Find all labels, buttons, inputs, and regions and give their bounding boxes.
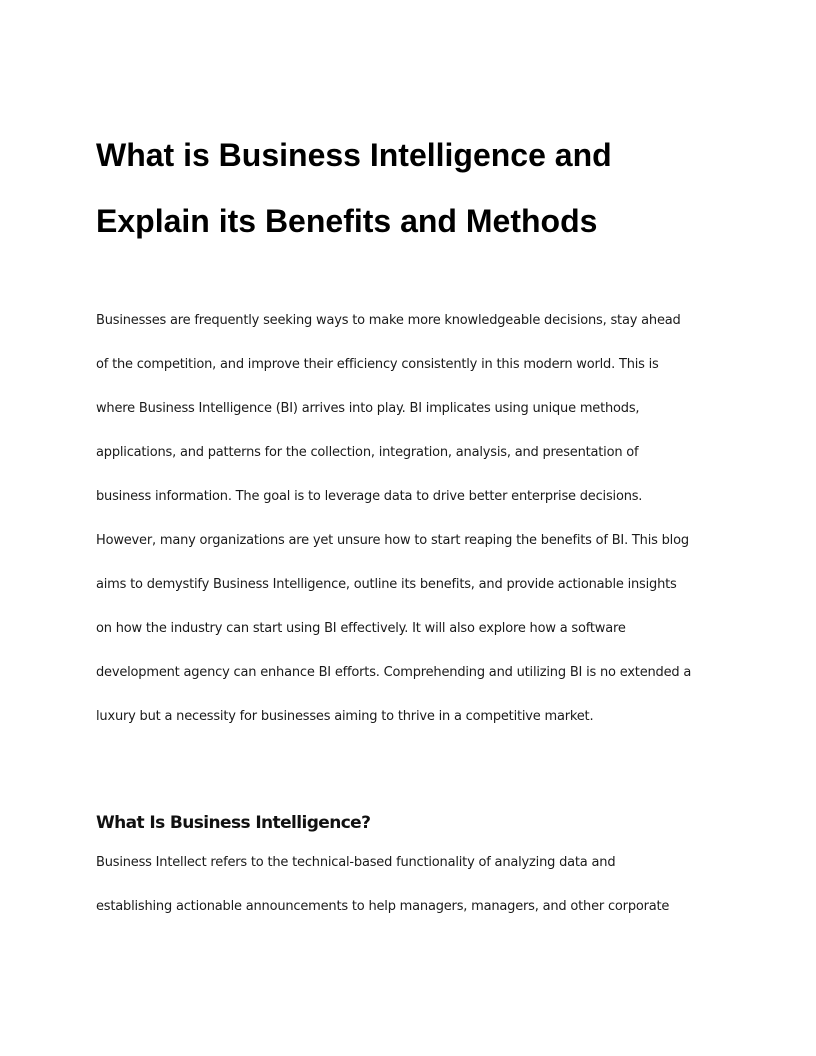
paragraph-line: business information. The goal is to leverage data to drive better enterprise decisions. [96,489,643,504]
paragraph-line: on how the industry can start using BI effectively. It will also explore how a software [96,621,626,636]
section-paragraph [96,841,736,929]
paragraph-line: applications, and patterns for the collection, integration, analysis, and presentation of [96,445,639,460]
paragraph-line: Businesses are frequently seeking ways to make more knowledgeable decisions, stay ahead [96,313,681,328]
title-line: Explain its Benefits and Methods [96,203,598,239]
paragraph-line: development agency can enhance BI efforts. Comprehending and utilizing BI is no extended a [96,665,692,680]
paragraph-line: However, many organizations are yet unsure how to start reaping the benefits of BI. This blog [96,533,689,548]
section-heading: What Is Business Intelligence? [96,813,371,833]
page-title [96,122,736,254]
paragraph-line: luxury but a necessity for businesses aiming to thrive in a competitive market. [96,709,594,724]
paragraph-line: aims to demystify Business Intelligence, outline its benefits, and provide actionable insights [96,577,677,592]
paragraph-line: where Business Intelligence (BI) arrives into play. BI implicates using unique methods, [96,401,640,416]
paragraph-line: establishing actionable announcements to help managers, managers, and other corporate [96,899,670,914]
intro-paragraph [96,299,736,739]
paragraph-line: Business Intellect refers to the technical-based functionality of analyzing data and [96,855,616,870]
title-line: What is Business Intelligence and [96,137,612,173]
paragraph-line: of the competition, and improve their efficiency consistently in this modern world. This is [96,357,659,372]
